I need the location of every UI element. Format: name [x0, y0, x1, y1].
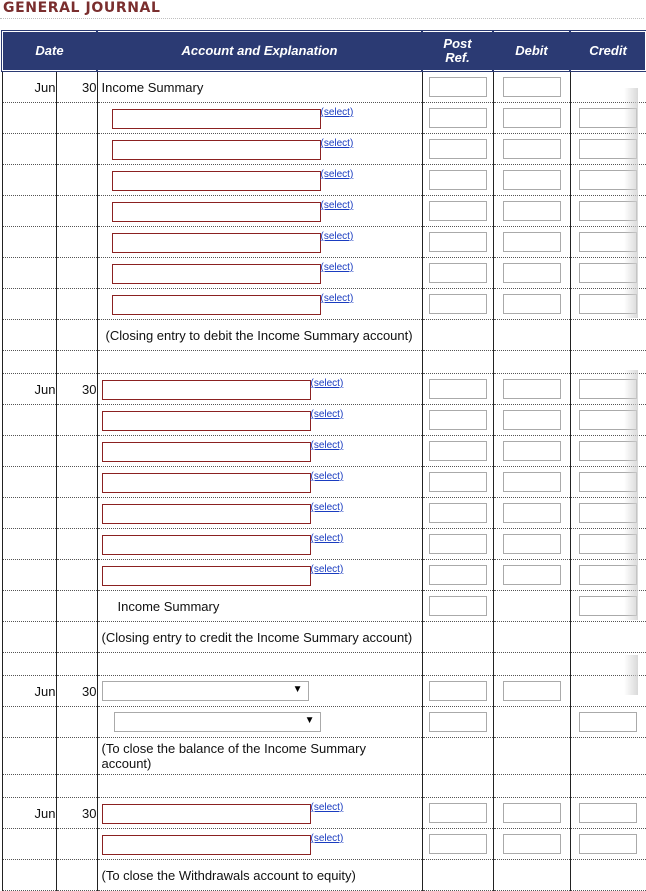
- account-cell: [97, 165, 422, 196]
- account-input[interactable]: [102, 566, 311, 586]
- date-month: [2, 320, 56, 351]
- select-link[interactable]: (select): [320, 138, 354, 149]
- table-row: [2, 374, 646, 405]
- post-ref-cell: [422, 829, 493, 860]
- account-cell: [97, 591, 422, 622]
- account-cell: [97, 436, 422, 467]
- select-link[interactable]: (select): [310, 471, 344, 482]
- debit-cell: [493, 289, 570, 320]
- debit-input[interactable]: [503, 681, 561, 701]
- chevron-down-icon: ▼: [304, 715, 315, 726]
- account-cell: [97, 405, 422, 436]
- col-header-date: Date: [2, 31, 97, 71]
- title-divider: [0, 18, 644, 19]
- date-month: Jun: [2, 71, 56, 103]
- debit-input[interactable]: [503, 834, 561, 854]
- select-link[interactable]: (select): [310, 440, 344, 451]
- credit-cell: [570, 738, 646, 775]
- journal-table: [1, 30, 646, 891]
- table-row: [2, 436, 646, 467]
- table-row: [2, 227, 646, 258]
- debit-input[interactable]: [503, 139, 561, 159]
- header-row: [2, 31, 646, 71]
- date-month: [2, 560, 56, 591]
- debit-input[interactable]: [503, 77, 561, 97]
- table-row: [2, 591, 646, 622]
- post-ref-input[interactable]: [429, 565, 487, 585]
- date-day: [56, 436, 97, 467]
- credit-input[interactable]: [579, 803, 637, 823]
- select-link[interactable]: (select): [320, 107, 354, 118]
- date-day: [56, 529, 97, 560]
- select-link[interactable]: (select): [310, 409, 344, 420]
- post-ref-cell: [422, 529, 493, 560]
- date-day: [56, 196, 97, 227]
- date-day: [56, 320, 97, 351]
- post-ref-cell: [422, 103, 493, 134]
- post-ref-input[interactable]: [429, 712, 487, 732]
- debit-cell: [493, 258, 570, 289]
- select-link[interactable]: (select): [320, 231, 354, 242]
- date-month: [2, 707, 56, 738]
- date-day: [56, 134, 97, 165]
- post-ref-input[interactable]: [429, 441, 487, 461]
- explanation-cell: [97, 320, 422, 351]
- explanation-cell: [97, 738, 422, 775]
- date-day: [56, 165, 97, 196]
- date-month: [2, 738, 56, 775]
- table-row: [2, 134, 646, 165]
- select-link[interactable]: (select): [320, 200, 354, 211]
- date-month: [2, 258, 56, 289]
- account-dropdown[interactable]: [114, 712, 321, 732]
- post-ref-input[interactable]: [429, 379, 487, 399]
- explanation-text: (To close the Withdrawals account to equity): [101, 867, 356, 883]
- scroll-shadow: [624, 655, 638, 695]
- table-row: [2, 498, 646, 529]
- date-month: [2, 467, 56, 498]
- account-cell: [97, 258, 422, 289]
- select-link[interactable]: (select): [310, 802, 344, 813]
- chevron-down-icon: ▼: [292, 684, 303, 695]
- post-ref-cell: [422, 227, 493, 258]
- debit-cell: [493, 436, 570, 467]
- account-cell: [97, 134, 422, 165]
- post-ref-cell: [422, 738, 493, 775]
- post-ref-cell: [422, 676, 493, 707]
- account-cell: [97, 289, 422, 320]
- account-cell: [97, 103, 422, 134]
- date-month: [2, 134, 56, 165]
- account-input[interactable]: [112, 264, 321, 284]
- select-link[interactable]: (select): [310, 564, 344, 575]
- post-ref-input[interactable]: [429, 472, 487, 492]
- table-row: [2, 622, 646, 653]
- explanation-text: (Closing entry to credit the Income Summary account): [101, 629, 413, 645]
- date-day: [56, 467, 97, 498]
- post-ref-cell: [422, 436, 493, 467]
- table-row: [2, 103, 646, 134]
- table-row: [2, 860, 646, 891]
- date-day: [56, 829, 97, 860]
- post-ref-cell: [422, 374, 493, 405]
- explanation-text: (To close the balance of the Income Summary account): [101, 741, 366, 771]
- post-ref-input[interactable]: [429, 77, 487, 97]
- debit-cell: [493, 467, 570, 498]
- date-day: 30: [56, 71, 97, 103]
- account-cell: [97, 374, 422, 405]
- debit-cell: [493, 374, 570, 405]
- table-row: [2, 71, 646, 103]
- post-ref-cell: [422, 71, 493, 103]
- table-row: [2, 289, 646, 320]
- debit-cell: [493, 320, 570, 351]
- credit-cell: [570, 798, 646, 829]
- date-day: 30: [56, 798, 97, 829]
- date-day: [56, 405, 97, 436]
- debit-input[interactable]: [503, 441, 561, 461]
- account-cell: [97, 71, 422, 103]
- scroll-shadow: [624, 370, 638, 620]
- date-day: [56, 498, 97, 529]
- debit-input[interactable]: [503, 472, 561, 492]
- credit-cell: [570, 622, 646, 653]
- date-month: [2, 591, 56, 622]
- col-header-credit: Credit: [570, 31, 646, 71]
- date-month: [2, 860, 56, 891]
- debit-input[interactable]: [503, 294, 561, 314]
- table-row: [2, 258, 646, 289]
- account-input[interactable]: [102, 535, 311, 555]
- date-day: [56, 560, 97, 591]
- date-month: Jun: [2, 676, 56, 707]
- table-row: [2, 707, 646, 738]
- post-ref-cell: [422, 707, 493, 738]
- debit-cell: [493, 676, 570, 707]
- account-cell: [97, 498, 422, 529]
- debit-input[interactable]: [503, 410, 561, 430]
- spacer-row: [2, 351, 646, 374]
- debit-cell: [493, 405, 570, 436]
- account-cell: [97, 798, 422, 829]
- account-cell: [97, 227, 422, 258]
- debit-cell: [493, 196, 570, 227]
- post-ref-input[interactable]: [429, 201, 487, 221]
- debit-input[interactable]: [503, 565, 561, 585]
- date-month: [2, 196, 56, 227]
- debit-cell: [493, 798, 570, 829]
- date-month: Jun: [2, 374, 56, 405]
- table-row: [2, 405, 646, 436]
- debit-input[interactable]: [503, 503, 561, 523]
- select-link[interactable]: (select): [310, 533, 344, 544]
- post-ref-input[interactable]: [429, 294, 487, 314]
- post-ref-input[interactable]: [429, 803, 487, 823]
- debit-cell: [493, 738, 570, 775]
- post-ref-cell: [422, 165, 493, 196]
- post-ref-input[interactable]: [429, 834, 487, 854]
- table-row: [2, 798, 646, 829]
- debit-cell: [493, 498, 570, 529]
- select-link[interactable]: (select): [310, 833, 344, 844]
- post-ref-cell: [422, 196, 493, 227]
- account-cell: [97, 196, 422, 227]
- account-name: Income Summary: [101, 79, 204, 95]
- select-link[interactable]: (select): [310, 378, 344, 389]
- account-input[interactable]: [102, 473, 311, 493]
- date-day: [56, 738, 97, 775]
- debit-cell: [493, 227, 570, 258]
- post-ref-input[interactable]: [429, 139, 487, 159]
- account-cell: [97, 467, 422, 498]
- debit-cell: [493, 829, 570, 860]
- table-row: [2, 829, 646, 860]
- post-ref-input[interactable]: [429, 681, 487, 701]
- debit-input[interactable]: [503, 108, 561, 128]
- account-input[interactable]: [112, 109, 321, 129]
- post-ref-input[interactable]: [429, 503, 487, 523]
- post-ref-cell: [422, 860, 493, 891]
- table-row: [2, 196, 646, 227]
- post-ref-cell: [422, 560, 493, 591]
- post-ref-cell: [422, 591, 493, 622]
- select-link[interactable]: (select): [320, 262, 354, 273]
- table-row: [2, 560, 646, 591]
- post-ref-input[interactable]: [429, 170, 487, 190]
- account-name: Income Summary: [117, 598, 220, 614]
- post-ref-input[interactable]: [429, 263, 487, 283]
- date-month: [2, 103, 56, 134]
- date-month: [2, 436, 56, 467]
- date-day: [56, 227, 97, 258]
- account-input[interactable]: [102, 380, 311, 400]
- explanation-cell: [97, 860, 422, 891]
- account-dropdown[interactable]: [102, 681, 309, 701]
- explanation-text: (Closing entry to debit the Income Summary account): [105, 327, 413, 343]
- scroll-shadow: [624, 88, 638, 318]
- debit-cell: [493, 529, 570, 560]
- table-row: [2, 738, 646, 775]
- post-ref-cell: [422, 289, 493, 320]
- debit-cell: [493, 103, 570, 134]
- post-ref-input[interactable]: [429, 596, 487, 616]
- select-link[interactable]: (select): [320, 293, 354, 304]
- account-input[interactable]: [102, 835, 311, 855]
- account-input[interactable]: [102, 411, 311, 431]
- post-ref-input[interactable]: [429, 410, 487, 430]
- debit-input[interactable]: [503, 232, 561, 252]
- select-link[interactable]: (select): [310, 502, 344, 513]
- credit-input[interactable]: [579, 834, 637, 854]
- table-row: [2, 676, 646, 707]
- debit-input[interactable]: [503, 534, 561, 554]
- spacer-row: [2, 775, 646, 798]
- date-day: [56, 622, 97, 653]
- post-ref-cell: [422, 320, 493, 351]
- date-day: [56, 860, 97, 891]
- date-month: [2, 227, 56, 258]
- post-ref-cell: [422, 798, 493, 829]
- date-month: [2, 829, 56, 860]
- table-row: [2, 529, 646, 560]
- credit-cell: [570, 829, 646, 860]
- date-month: Jun: [2, 798, 56, 829]
- debit-cell: [493, 591, 570, 622]
- post-ref-input[interactable]: [429, 232, 487, 252]
- post-ref-cell: [422, 258, 493, 289]
- date-day: 30: [56, 374, 97, 405]
- account-cell: [97, 676, 422, 707]
- date-day: [56, 591, 97, 622]
- post-ref-cell: [422, 467, 493, 498]
- post-ref-cell: [422, 498, 493, 529]
- date-day: [56, 103, 97, 134]
- table-row: [2, 165, 646, 196]
- date-day: [56, 707, 97, 738]
- account-cell: [97, 529, 422, 560]
- page-title: GENERAL JOURNAL: [3, 0, 161, 16]
- date-month: [2, 498, 56, 529]
- col-header-post-ref: Post Ref.: [422, 31, 493, 71]
- post-ref-input[interactable]: [429, 108, 487, 128]
- debit-cell: [493, 165, 570, 196]
- date-month: [2, 165, 56, 196]
- debit-cell: [493, 707, 570, 738]
- account-input[interactable]: [112, 295, 321, 315]
- table-row: [2, 320, 646, 351]
- account-input[interactable]: [112, 171, 321, 191]
- account-cell: [97, 707, 422, 738]
- date-day: 30: [56, 676, 97, 707]
- col-header-account: Account and Explanation: [97, 31, 422, 71]
- account-input[interactable]: [102, 804, 311, 824]
- debit-cell: [493, 71, 570, 103]
- account-input[interactable]: [112, 233, 321, 253]
- date-month: [2, 405, 56, 436]
- debit-cell: [493, 860, 570, 891]
- select-link[interactable]: (select): [320, 169, 354, 180]
- account-input[interactable]: [112, 202, 321, 222]
- account-cell: [97, 829, 422, 860]
- date-month: [2, 622, 56, 653]
- spacer-row: [2, 653, 646, 676]
- date-day: [56, 258, 97, 289]
- debit-cell: [493, 134, 570, 165]
- debit-input[interactable]: [503, 803, 561, 823]
- account-input[interactable]: [102, 504, 311, 524]
- debit-input[interactable]: [503, 201, 561, 221]
- post-ref-input[interactable]: [429, 534, 487, 554]
- debit-input[interactable]: [503, 379, 561, 399]
- debit-input[interactable]: [503, 263, 561, 283]
- account-input[interactable]: [112, 140, 321, 160]
- credit-cell: [570, 707, 646, 738]
- credit-cell: [570, 860, 646, 891]
- date-month: [2, 529, 56, 560]
- account-input[interactable]: [102, 442, 311, 462]
- credit-cell: [570, 320, 646, 351]
- debit-cell: [493, 622, 570, 653]
- debit-cell: [493, 560, 570, 591]
- credit-input[interactable]: [579, 712, 637, 732]
- post-ref-cell: [422, 622, 493, 653]
- debit-input[interactable]: [503, 170, 561, 190]
- col-header-debit: Debit: [493, 31, 570, 71]
- post-ref-cell: [422, 405, 493, 436]
- account-cell: [97, 560, 422, 591]
- date-month: [2, 289, 56, 320]
- date-day: [56, 289, 97, 320]
- post-ref-cell: [422, 134, 493, 165]
- explanation-cell: [97, 622, 422, 653]
- table-row: [2, 467, 646, 498]
